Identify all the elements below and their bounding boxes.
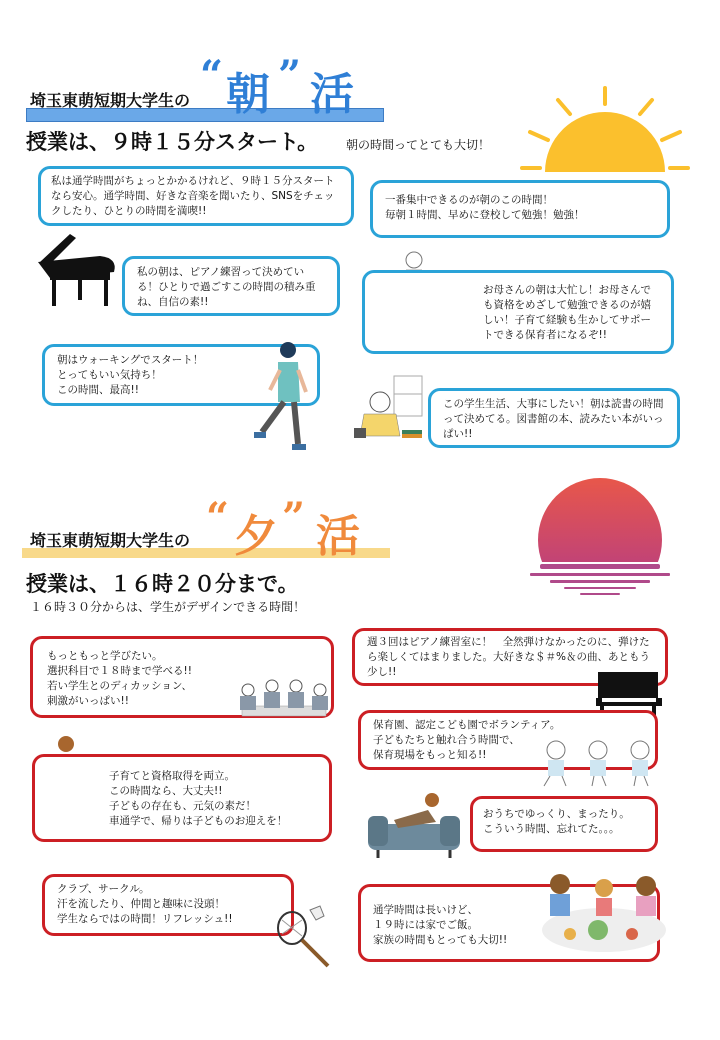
morning-box-piano: 私の朝は、ピアノ練習って決めている！ひとりで過ごすこの時間の積み重ね、自信の素!! [122,256,340,316]
morning-box-mother: お母さんの朝は大忙し！お母さんでも資格をめざして勉強できるのが嬉しい！子育て経験も生かしてサポートできる保育者になるぞ!! [362,270,674,354]
evening-box-piano: 週３回はピアノ練習室に！ 全然弾けなかったのに、弾けたら楽しくてはまりました。大好きな＄＃%＆の曲、あともう少し!! [352,628,668,686]
relaxing-sofa-icon [364,788,464,860]
sunset-icon [520,478,680,608]
morning-box-commute: 私は通学時間がちょっとかかるけれど、９時１５分スタートなら安心。通学時間、好きな音楽を聞いたり、SNSをチェックしたり、ひとりの時間を満喫!! [38,166,354,226]
evening-title-prefix: 埼玉東萌短期大学生の [30,531,191,550]
sun-icon [520,84,700,184]
evening-box-parenting: 子育てと資格取得を両立。 この時間なら、大丈夫!! 子どもの存在も、元気の素だ！ 車通学で、帰りは子どものお迎えを！ [32,754,332,842]
evening-box-family: 通学時間は長いけど、 １９時には家でご飯。 家族の時間もとっても大切!! [358,884,660,962]
morning-headline-note: 朝の時間ってとても大切！ [346,138,491,152]
discussion-group-icon [228,678,338,728]
morning-title-prefix: 埼玉東萌短期大学生の [30,91,191,110]
morning-box-study: 一番集中できるのが朝のこの時間！ 毎朝１時間、早めに登校して勉強！勉強！ [370,180,670,238]
evening-box-volunteer: 保育園、認定こども園でボランティア。 子どもたちと触れ合う時間で、 保育現場をもっと知る!! [358,710,658,770]
morning-headline: 授業は、９時１５分スタート。 [26,130,319,154]
morning-title-open-quote: “ [200,52,224,99]
evening-box-study: もっともっと学びたい。 選択科目で１８時まで学べる!! 若い学生とのディカッション、 刺激がいっぱい!! [30,636,334,718]
evening-headline: 授業は、１６時２０分まで。 [26,572,299,596]
evening-title-char: 夕 [234,511,278,562]
morning-title-char: 朝 [226,69,270,120]
evening-box-relax: おうちでゆっくり、まったり。 こういう時間、忘れてた。。。 [470,796,658,852]
children-playing-icon [536,738,666,788]
evening-box-club: クラブ、サークル。 汗を流したり、仲間と趣味に没頭！ 学生ならではの時間！リフレッシュ!! [42,874,294,936]
evening-title-close-quote: ” [282,494,306,541]
walking-man-icon [248,340,318,450]
reading-girl-icon [344,374,424,444]
evening-title-suffix: 活 [316,511,360,562]
morning-box-reading: この学生生活、大事にしたい！朝は読書の時間って決めてる。図書館の本、読みたい本がいっぱい!! [428,388,680,448]
family-dinner-icon [538,868,668,958]
morning-title-close-quote: ” [278,52,302,99]
badminton-racket-icon [274,906,334,970]
piano-icon [30,232,120,312]
evening-headline-note: １６時３０分からは、学生がデザインできる時間！ [30,600,306,614]
morning-title-suffix: 活 [310,69,354,120]
evening-title-open-quote: “ [206,494,230,541]
morning-box-walking: 朝はウォーキングでスタート！ とってもいい気持ち！ この時間、最高!! [42,344,320,406]
